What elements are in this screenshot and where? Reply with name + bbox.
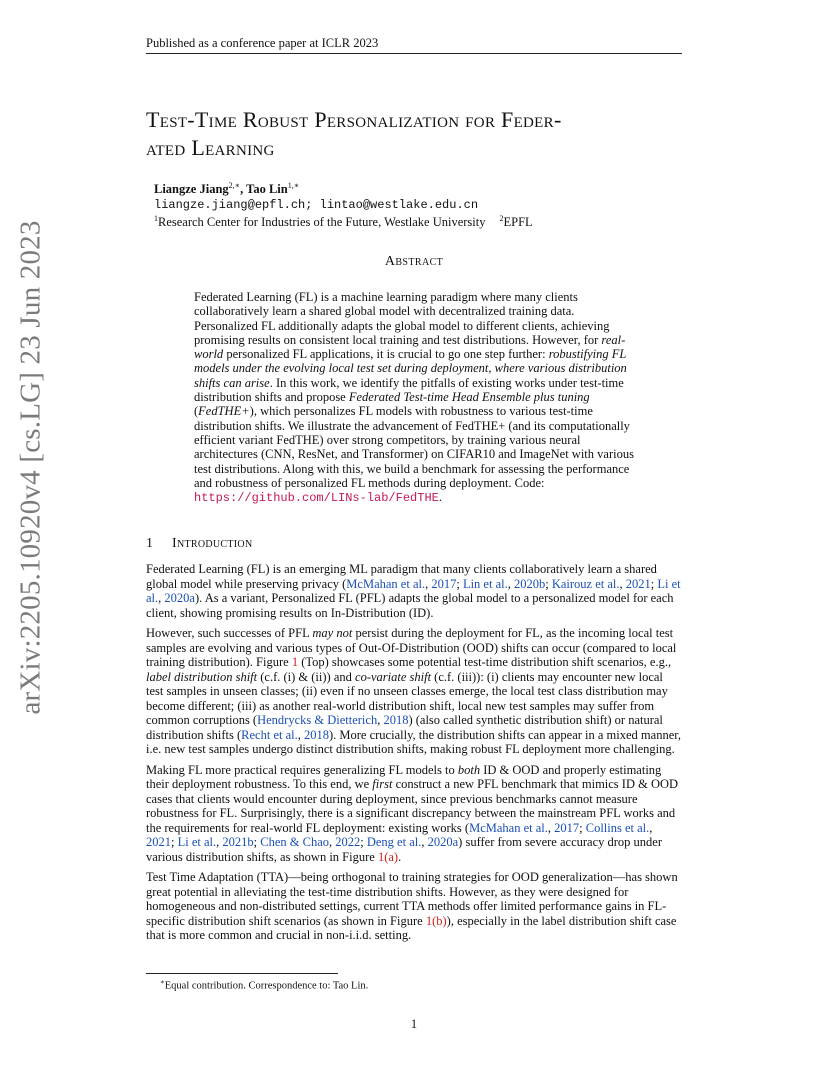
citation-link[interactable]: 2020a [164,591,195,605]
abstract-emphasis: real-world [194,332,626,362]
citation-link[interactable]: 2022 [335,835,361,849]
text-run: , [421,835,428,849]
author-emails[interactable]: liangze.jiang@epfl.ch; lintao@westlake.edu.cn [154,198,479,212]
affiliation-2: EPFL [503,215,533,230]
abstract-emphasis: robustifying FL models under the evolving local test set during deployment, where various distribution shifts can arise [194,347,627,390]
abstract-heading: Abstract [384,254,444,269]
emphasis: both [457,762,481,777]
abstract-body [194,290,636,505]
emphasis: may not [312,626,353,640]
text-run: ). As a variant, Personalized FL (PFL) adapts the global model to a personalized model for each client, showing promising results on In-Distribution (ID). [146,591,674,620]
author-list [154,181,299,197]
citation-link[interactable]: 2021b [222,835,254,849]
text-run: , [649,820,653,835]
figure-ref-link[interactable]: 1(a) [377,849,399,864]
text-run: ) (also called synthetic distribution shift) or natural distribution shifts ( [146,713,663,742]
abstract-emphasis: Federated Test-time Head Ensemble plus tuning [348,390,590,405]
emphasis: label distribution shift [146,669,258,684]
abstract-emphasis: FedTHE+ [198,404,250,419]
author-name: Liangze Jiang [154,182,229,197]
citation-link[interactable]: McMahan et al. [346,576,426,591]
text-run: (Top) showcases some potential test-time distribution shift scenarios, e.g., [298,655,672,669]
intro-paragraph [146,870,683,943]
text-run: ). More crucially, the distribution shifts can appear in a mixed manner, i.e. new test samples undergo distinct distribution shifts, making robust FL deployment more challenging. [146,727,682,756]
intro-paragraph [146,763,683,865]
arxiv-stamp [2,220,60,715]
footnote-marker: ∗ [160,978,165,986]
citation-link[interactable]: 2020b [513,576,546,591]
text-run: construct a new PFL benchmark that mimics ID & OOD cases that clients would encounter during deployment, since previous benchmarks cannot measure robustness for FL. Surprisingly, there is a significant discrepancy between the mainstream PFL works and the requirements for real-world FL deployment: existing works ( [146,777,679,835]
header-rule [146,53,682,54]
text-run: ), especially in the label distribution shift case that is more common and crucial in non-i.i.d. setting. [146,913,677,942]
section-number: 1 [146,536,153,551]
citation-link[interactable]: Recht et al. [241,727,298,742]
emphasis: first [372,777,393,791]
arxiv-stamp-text: arXiv:2205.10920v4 [cs.LG] 23 Jun 2023 [14,220,47,715]
citation-link[interactable]: Collins et al. [585,820,650,835]
emphasis: co-variate shift [355,669,432,684]
text-run: , [158,591,165,605]
abstract-text: Federated Learning (FL) is a machine learning paradigm where many clients collaboratively learn a shared global model with decentralized training data. Personalized FL additionally adapts the global model to different clients, achieving promising results on consistent local training and test distributions. However, for [194,290,610,347]
intro-paragraph [146,626,683,757]
text-run: ID & OOD and properly estimating their deployment robustness. To this end, we [146,762,662,791]
citation-link[interactable]: Hendrycks & Dietterich [257,713,378,727]
author-name: Tao Lin [246,182,288,197]
section-title: Introduction [172,536,253,551]
section-heading [146,536,252,552]
text-run: ; [253,835,261,849]
citation-link[interactable]: 2020a [427,835,459,849]
page-number: 1 [410,1017,418,1031]
citation-link[interactable]: 2017 [431,576,457,591]
paper-title [146,106,706,162]
affiliation-marker: 1 [154,214,158,223]
text-run: ; [650,576,658,591]
citation-link[interactable]: 2018 [383,713,409,727]
citation-link[interactable]: 2021 [146,835,171,849]
text-run: ; [456,576,463,591]
citation-link[interactable]: Deng et al. [366,835,422,849]
affiliations [154,214,533,230]
text-run: ) suffer from severe accuracy drop under various distribution shifts, as shown in Figure [146,835,663,864]
figure-ref-link[interactable]: 1 [291,655,299,669]
abstract-text: ( [194,404,199,419]
footnote-rule [146,973,338,974]
running-header: Published as a conference paper at ICLR 2023 [146,36,379,50]
text-run: (c.f. (iii)): (i) clients may encounter new local test samples in unseen classes; (ii) even if no unseen classes emerge, the local test class distribution may become different; (iii) as another real-world distribution shift, local new test samples may suffer from common corruptions ( [146,669,668,727]
text-run: ; [579,820,586,835]
citation-link[interactable]: Lin et al. [462,576,508,591]
citation-link[interactable]: Li et al. [177,835,217,849]
citation-link[interactable]: 2018 [303,727,329,742]
text-run: ; [545,576,552,591]
affiliation-1: Research Center for Industries of the Future, Westlake University [158,215,486,230]
author-superscript: 2,∗ [228,181,241,190]
text-run: Test Time Adaptation (TTA)—being orthogonal to training strategies for OOD generalization—has shown great potential in alleviating the test-time distribution shifts. However, as they were designed for homogeneous and non-distributed settings, current TTA methods offer limited performance gains in FL-specific distribution shift scenarios (as shown in Figure [146,870,678,928]
text-run: . [398,849,402,864]
citation-link[interactable]: 2017 [554,820,580,835]
author-separator: , [240,182,247,197]
text-run: , [507,576,514,591]
text-run: , [216,835,223,849]
abstract-text: . In this work, we identify the pitfalls of existing works under test-time distribution shifts and propose [194,375,624,405]
text-run: (c.f. (i) & (ii)) and [257,669,356,684]
title-line-1: Test-Time Robust Personalization for Feder- [146,107,562,132]
footnote [160,978,368,992]
abstract-text: ), which personalizes FL models with robustness to various test-time distribution shifts. We illustrate the advancement of FedTHE+ (and its computationally efficient variant FedTHE) over strong competitors, by training various neural architectures (CNN, ResNet, and Transformer) on CIFAR10 and ImageNet with various test distributions. Along with this, we build a benchmark for assessing the performance and robustness of personalized FL methods during deployment. Code: [194,404,634,490]
text-run: , [547,820,555,835]
introduction-body [146,562,683,949]
text-run: ; [360,835,367,849]
text-run: , [329,835,336,849]
text-run: ; [171,835,178,849]
footnote-text: Equal contribution. Correspondence to: Tao Lin. [164,980,369,992]
text-run: Federated Learning (FL) is an emerging ML paradigm that many clients collaboratively learn a shared global model while preserving privacy ( [146,562,657,591]
citation-link[interactable]: Kairouz et al. [551,576,620,591]
abstract-text: . [438,490,442,505]
citation-link[interactable]: Li et al. [146,576,681,605]
citation-link[interactable]: McMahan et al. [469,820,548,835]
figure-ref-link[interactable]: 1(b) [425,913,447,928]
author-superscript: 1,∗ [287,181,300,190]
affiliation-marker: 2 [499,214,504,223]
text-run: , [619,576,626,591]
code-link[interactable]: https://github.com/LINs-lab/FedTHE [194,491,439,506]
text-run: persist during the deployment for FL, as the incoming local test samples are evolving and various types of Out-Of-Distribution (OOD) shifts can occur (compared to local training distribution). Figure [146,626,677,669]
text-run: , [425,576,432,591]
text-run: Making FL more practical requires generalizing FL models to [146,762,458,777]
abstract-text: personalized FL applications, it is crucial to go one step further: [223,347,549,362]
citation-link[interactable]: 2021 [625,576,651,591]
text-run: However, such successes of PFL [146,626,313,640]
citation-link[interactable]: Chen & Chao [260,835,329,849]
text-run: , [297,727,304,742]
text-run: , [377,713,384,727]
intro-paragraph [146,562,683,620]
title-line-2: ated Learning [146,135,275,160]
